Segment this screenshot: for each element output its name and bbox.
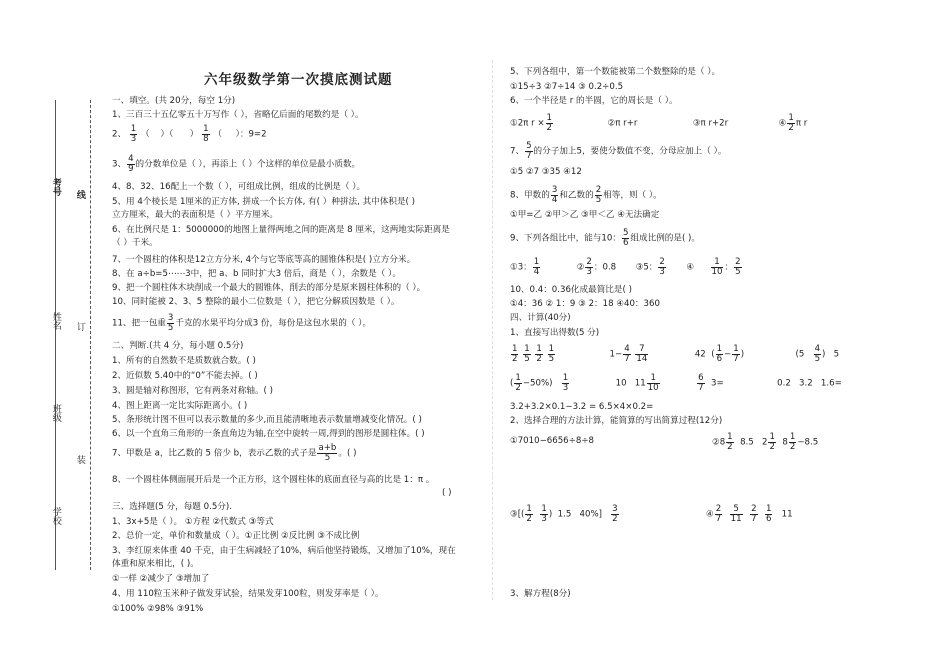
choice-10-options: ①4：36 ② 1：9 ③ 2：18 ④40：360 <box>510 299 660 309</box>
question-1-6b: （ ）千米。 <box>112 238 158 248</box>
binding-line <box>55 100 56 570</box>
choice-4-options: ①100% ②98% ③91% <box>112 604 204 614</box>
r9-opt1: ①3： <box>510 262 532 273</box>
binding-line-inner <box>90 100 91 570</box>
page-title: 六年级数学第一次摸底测试题 <box>204 72 393 88</box>
r8-mid: 和乙数的 <box>559 190 594 201</box>
choice-1: 1、3x+5是（ ）。 ①方程 ②代数式 ③等式 <box>112 517 274 527</box>
fraction-1-2d: $\frac{1}{2}$ <box>536 344 542 364</box>
judge-2: 2、近似数 5.40中的“0”不能去掉。( ) <box>112 371 258 381</box>
choice-10: 10、0.4：0.36化成最简比是( ) <box>510 285 632 295</box>
fraction-a-b-5: $\frac{a+b}{5}$ <box>318 443 337 463</box>
question-1-1: 1、三百三十五亿零五十万写作（ ），省略亿后面的尾数约是（ ）。 <box>112 110 364 120</box>
calc-3-heading: 3、解方程(8分) <box>510 589 571 599</box>
cut-mark-staple: 订 <box>74 322 85 331</box>
judge-8b: ( ) <box>442 488 452 498</box>
fraction-2-5: $\frac{2}{5}$ <box>595 185 602 205</box>
r9-opt4: ④ <box>686 262 695 273</box>
r6-opt2: ②π r+r <box>607 118 638 129</box>
fraction-2-7b: $\frac{2}{7}$ <box>751 504 757 524</box>
fraction-3-4: $\frac{3}{4}$ <box>551 185 558 205</box>
choice-3-options: ①一样 ②减少了 ③增加了 <box>112 574 210 584</box>
column-divider <box>492 60 493 600</box>
r6-opt1: ①2π r × <box>510 118 545 129</box>
judge-6: 6、以一个直角三角形的一条直角边为轴,在空中旋转一周,得到的图形是圆柱体。( ) <box>112 429 425 439</box>
question-1-11 <box>112 314 371 332</box>
fraction-1-5: $\frac{1}{5}$ <box>524 344 530 364</box>
choice-8-options: ①甲=乙 ②甲＞乙 ③甲＜乙 ④无法确定 <box>510 210 660 220</box>
q3-prefix: 3、 <box>112 159 127 170</box>
r9-prefix: 9、下列各组比中，能与10： <box>510 233 621 244</box>
r6-opt4: ④ <box>778 118 787 129</box>
choice-7-options: ①5 ②7 ③35 ④12 <box>510 167 582 177</box>
judge-3: 3、圆是轴对称图形，它有两条对称轴。( ) <box>112 386 273 396</box>
fraction-1-2e: $\frac{1}{2}$ <box>515 373 521 393</box>
fraction-1-2g: $\frac{1}{2}$ <box>769 432 775 452</box>
fraction-2-7: $\frac{2}{7}$ <box>715 504 722 524</box>
j7-text: 7、甲数是 a，比乙数的 5 倍少 b，表示乙数的式子是 <box>112 448 317 459</box>
fraction-5-6: $\frac{5}{6}$ <box>622 228 629 248</box>
choice-6-options <box>510 114 807 132</box>
section-1-heading: 一、填空。(共 20分，每空 1分) <box>112 96 236 106</box>
r8-tail: 相等，则（ ）。 <box>603 190 662 201</box>
calc-2-heading: 2、选择合理的方法计算，能简算的写出简算过程(12分) <box>510 416 723 426</box>
fraction-5-7: $\frac{5}{7}$ <box>526 141 532 161</box>
q2-prefix: 2、 <box>112 129 127 140</box>
fraction-1-2h: $\frac{1}{2}$ <box>789 432 796 452</box>
calc-row-1: $\frac{1}{2}$ $\frac{1}{5}$ $\frac{1}{2}$ $\frac{1}{5}$ 1− $\frac{4}{7}$ $\frac{7}{14}$ 42 ( $\frac{1}{6}$ − $\frac{1}{7}$ ) (5 $\frac{4}{5}$ ) 5 <box>512 344 840 364</box>
j7-tail: 。( ) <box>338 448 357 459</box>
calc-2-item-1: ①7010−6656÷8÷8 <box>510 436 594 446</box>
choice-4a: 4、用 110粒玉米种子做发芽试验，结果发芽100粒，则发芽率是（ ）。 <box>112 589 384 599</box>
fraction-2-3: $\frac{2}{3}$ <box>586 257 592 277</box>
label-name: 姓名 <box>50 312 61 330</box>
r8-prefix: 8、甲数的 <box>510 190 550 201</box>
choice-2: 2、总价一定，单价和数量成（ ）。①正比例 ②反比例 ③不成比例 <box>112 531 360 541</box>
section-2-heading: 二、判断.(共 4 分，每小题 0.5分) <box>112 341 244 351</box>
judge-4: 4、图上距离一定比实际距离小。( ) <box>112 401 248 411</box>
r9-opt2-tail: ：0.8 <box>593 262 617 273</box>
fraction-1-6: $\frac{1}{6}$ <box>716 344 723 364</box>
fraction-1-3b: $\frac{1}{3}$ <box>562 373 569 393</box>
judge-1: 1、所有的自然数不是质数就合数。( ) <box>112 356 256 366</box>
choice-8 <box>510 186 662 204</box>
fraction-1-8: $\frac{1}{8}$ <box>203 124 209 144</box>
fraction-1-5b: $\frac{1}{5}$ <box>548 344 555 364</box>
label-class: 班级 <box>50 404 61 422</box>
question-1-7: 7、一个圆柱的体积是12立方分米, 4个与它等底等高的圆锥体积是( )立方分米。 <box>112 255 416 265</box>
choice-5-options: ①15÷3 ②7÷14 ③ 0.2÷0.5 <box>510 82 624 92</box>
fraction-1-4: $\frac{1}{4}$ <box>533 257 540 277</box>
fraction-1-2c: $\frac{1}{2}$ <box>512 344 518 364</box>
fraction-4-7: $\frac{4}{7}$ <box>624 344 630 364</box>
fraction-1-2f: $\frac{1}{2}$ <box>727 432 733 452</box>
question-1-5b: 立方厘米，最大的表面积是（ ）平方厘米。 <box>112 210 279 220</box>
fraction-4-5: $\frac{4}{5}$ <box>814 344 821 364</box>
cut-mark-line: 线 <box>74 190 85 199</box>
fraction-6-7: $\frac{6}{7}$ <box>698 373 704 393</box>
choice-9-options: ①3： $\frac{1}{4}$ ② $\frac{2}{3}$ ：0.8 ③5： $\frac{2}{3}$ ④ $\frac{1}{10}$ ： $\frac{2}{5}$ <box>510 257 741 277</box>
fraction-1-10: $\frac{1}{10}$ <box>711 257 723 277</box>
q11-prefix: 11、把一包重 <box>112 318 166 329</box>
calc-1-heading: 1、直接写出得数(5 分) <box>510 328 600 338</box>
fraction-7-14: $\frac{7}{14}$ <box>636 344 648 364</box>
calc-row-2: ( $\frac{1}{2}$ −50%) $\frac{1}{3}$ 10 11 $\frac{1}{10}$ $\frac{6}{7}$ 3= 0.2 3.2 1.6= <box>510 373 842 393</box>
fraction-4-9: $\frac{4}{9}$ <box>128 154 134 174</box>
fraction-2-5b: $\frac{2}{5}$ <box>735 257 741 277</box>
judge-7 <box>112 444 356 462</box>
section-3-heading: 三、选择题(5 分，每题 0.5分). <box>112 502 232 512</box>
q2-tail: ：9=2 <box>239 129 267 140</box>
choice-7 <box>510 142 727 160</box>
r6-opt3: ③π r+2r <box>692 118 729 129</box>
r9-tail: 组成比例的是( )。 <box>630 233 700 244</box>
label-exam-no: 考号 <box>50 178 61 196</box>
question-1-9: 9、把一个圆柱体木块削成一个最大的圆锥体，削去的部分是原来圆柱体积的（ ）。 <box>112 283 426 293</box>
fraction-1-3c: $\frac{1}{3}$ <box>541 504 547 524</box>
question-1-8: 8、在 a÷b=5⋯⋯3中，把 a、b 同时扩大3 倍后，商是（ ），余数是（ ）。 <box>112 269 401 279</box>
choice-5: 5、下列各组中，第一个数能被第二个数整除的是（ ）。 <box>510 67 721 77</box>
q3-text: 的分数单位是（ ），再添上（ ）个这样的单位是最小质数。 <box>135 159 361 170</box>
choice-6: 6、一个半径是 r 的半圆，它的周长是（ ）。 <box>510 96 678 106</box>
r7-prefix: 7、 <box>510 146 525 157</box>
fraction-1-2: $\frac{1}{2}$ <box>546 113 553 133</box>
calc-2-item-2: ②8 $\frac{1}{2}$ 8.5 2 $\frac{1}{2}$ 8 $\frac{1}{2}$ −8.5 <box>712 432 819 452</box>
fraction-1-10b: $\frac{1}{10}$ <box>647 373 659 393</box>
fraction-1-6b: $\frac{1}{6}$ <box>766 504 772 524</box>
choice-3a: 3、李红原来体重 40 千克，由于生病减轻了10%，病后他坚持锻炼，又增加了10%，现在 <box>112 546 456 556</box>
fraction-1-7: $\frac{1}{7}$ <box>733 344 739 364</box>
fraction-2-3b: $\frac{2}{3}$ <box>659 257 665 277</box>
fraction-1-2b: $\frac{1}{2}$ <box>788 113 794 133</box>
calc-2-item-4: ④ $\frac{2}{7}$ $\frac{5}{11}$ $\frac{2}{7}$ $\frac{1}{6}$ 11 <box>706 504 793 524</box>
question-1-3 <box>112 155 360 173</box>
calc-row-3: 3.2+3.2×0.1−3.2 = 6.5×4×0.2= <box>510 402 654 412</box>
fraction-1-2i: $\frac{1}{2}$ <box>526 504 532 524</box>
judge-5: 5、条形统计图不但可以表示数量的多少,而且能清晰地表示数量增减变化情况。( ) <box>112 415 422 425</box>
question-1-5a: 5、用 4个棱长是 1厘米的正方体, 拼成一个长方体, 有( ）种拼法, 其中体积是( ) <box>112 197 415 207</box>
choice-3b: 体重和原来相比，( )。 <box>112 559 199 569</box>
label-school: 学校 <box>50 507 61 525</box>
fraction-1-3: $\frac{1}{3}$ <box>130 124 137 144</box>
section-4-heading: 四、计算(40分) <box>510 313 571 323</box>
question-1-10: 10、同时能被 2、3、5 整除的最小二位数是（ ），把它分解质因数是（ ）。 <box>112 297 400 307</box>
judge-8a: 8、一个圆柱体侧面展开后是一个正方形，这个圆柱体的底面直径与高的比是 1：π 。 <box>112 475 435 485</box>
r9-opt2: ② <box>576 262 585 273</box>
choice-9 <box>510 229 700 247</box>
question-1-4: 4、8、32、16配上一个数（ ），可组成比例，组成的比例是（ ）。 <box>112 182 366 192</box>
question-1-6a: 6、在比例尺是 1：5000000的地图上量得两地之间的距离是 8 厘米，这两地实际距离是 <box>112 225 450 235</box>
r7-text: 的分子加上5，要使分数值不变，分母应加上（ ）。 <box>533 146 727 157</box>
fraction-3-2: $\frac{3}{2}$ <box>612 504 618 524</box>
question-1-2: 2、 $\frac{1}{3}$ （ ）（ ） $\frac{1}{8}$ （ ）：9=2 <box>112 124 267 144</box>
q11-text: 千克的水果平均分成3 份，每份是这包水果的（ ）。 <box>175 318 372 329</box>
r9-opt3: ③5： <box>635 262 658 273</box>
fraction-5-11: $\frac{5}{11}$ <box>730 504 742 524</box>
calc-2-item-3: ③[( $\frac{1}{2}$ $\frac{1}{3}$ ) 1.5 40%] $\frac{3}{2}$ <box>510 504 618 524</box>
r6-opt4-tail: π r <box>795 118 808 129</box>
cut-mark-bind: 装 <box>74 455 85 464</box>
fraction-3-5: $\frac{3}{5}$ <box>167 313 174 333</box>
